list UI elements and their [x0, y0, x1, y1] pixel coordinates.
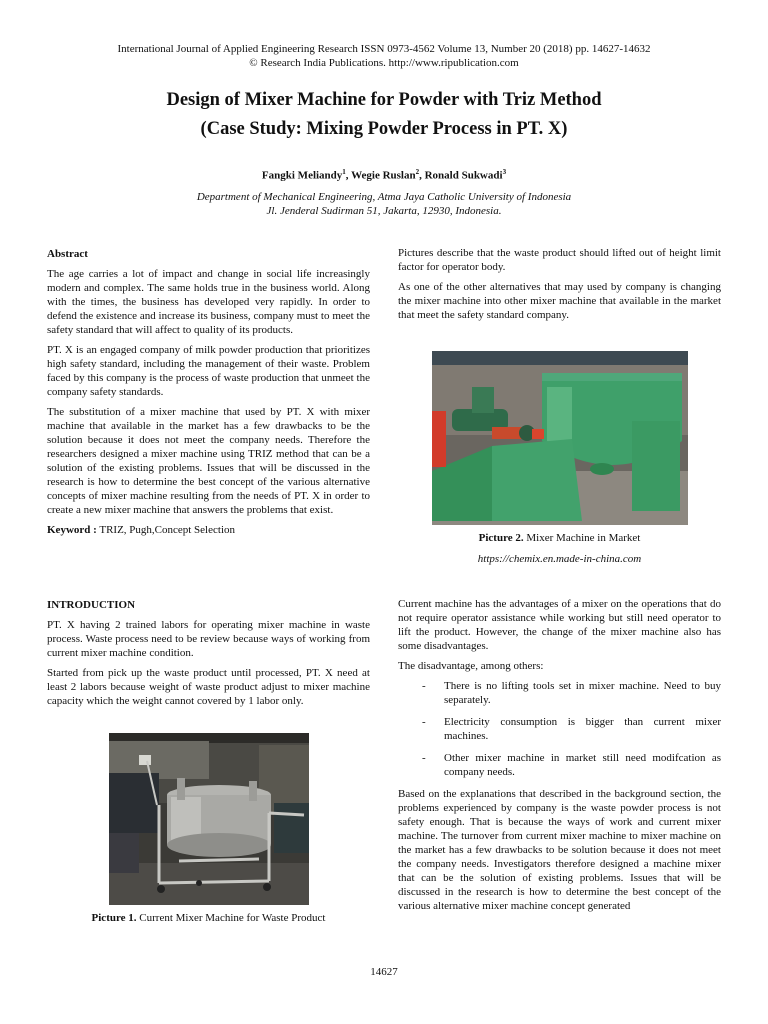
figure-caption — [398, 532, 721, 544]
abstract-heading: Abstract — [47, 248, 88, 260]
address-line: Jl. Jenderal Sudirman 51, Jakarta, 12930, Indonesia. — [266, 205, 502, 217]
author-name: Fangki Meliandy — [261, 169, 343, 182]
body-paragraph: As one of the other alternatives that may used by company is changing the mixer machine into other mixer machine that available in the market that meet the safety standard company. — [398, 281, 721, 321]
affiliation-line: Department of Mechanical Engineering, Atma Jaya Catholic University of Indonesia — [196, 191, 572, 203]
keyword-text: TRIZ, Pugh,Concept Selection — [96, 524, 235, 536]
figure-caption — [47, 912, 370, 924]
figure-caption-text: Mixer Machine in Market — [523, 532, 641, 544]
author-name: Wegie Ruslan — [351, 169, 416, 182]
keywords — [47, 523, 370, 537]
paper-subtitle: (Case Study: Mixing Powder Process in PT. X) — [200, 119, 568, 139]
intro-paragraph: PT. X having 2 trained labors for operating mixer machine in waste process. Waste process need to be review because ways of working from current mixer machine condition. — [47, 619, 370, 659]
figure-market-mixer — [432, 351, 688, 525]
body-paragraph: The disadvantage, among others: — [398, 660, 544, 672]
current-mixer-photo — [109, 733, 309, 905]
right-column-bottom — [398, 597, 721, 919]
figure-source: https://chemix.en.made-in-china.com — [477, 553, 642, 565]
body-paragraph: Current machine has the advantages of a mixer on the operations that do not require operator assistance while working but still need operator to lift the product. However, the change of the mixer machine also has some disadvantages. — [398, 598, 721, 652]
abstract-section — [47, 247, 370, 543]
author-affil-mark: 1 — [342, 168, 346, 176]
body-paragraph: Based on the explanations that described in the background section, the problems experienced by company is the waste powder process is not safety enough. That is because the ways of work and current mixer machine. The turnover from current mixer machine to mixer machine on the market has a few drawbacks to be solution because it does not meet the company needs. Investigators therefore designed a machine mixer that can be the solution of existing problems. Issues that will be discussed in the research is how to determine the best concept of the various alternative mixer machine concept generated — [398, 788, 721, 912]
figure-caption-text: Current Mixer Machine for Waste Product — [136, 912, 326, 924]
list-item — [398, 715, 721, 743]
intro-paragraph: Started from pick up the waste product until processed, PT. X need at least 2 labors because weight of waste product adjust to mixer machine capacity which the weight cannot covered by 1 labor only. — [47, 667, 370, 707]
introduction-section — [47, 598, 370, 714]
figure-label: Picture 2. — [478, 532, 524, 544]
right-column-top — [398, 246, 721, 328]
body-paragraph: Pictures describe that the waste product should lifted out of height limit factor for operator body. — [398, 247, 721, 273]
paper-title: Design of Mixer Machine for Powder with Triz Method — [166, 90, 602, 110]
author-separator: , — [419, 169, 425, 182]
figure-label: Picture 1. — [91, 912, 137, 924]
author-affil-mark: 3 — [502, 168, 507, 176]
list-item-text: Electricity consumption is bigger than current mixer machines. — [444, 716, 721, 742]
list-item-text: There is no lifting tools set in mixer machine. Need to buy separately. — [444, 680, 721, 706]
disadvantage-list — [398, 679, 721, 779]
keyword-label: Keyword : — [47, 524, 97, 536]
abstract-paragraph: PT. X is an engaged company of milk powder production that prioritizes high safety standard, including the management of their waste. Problem faced by this company is the process of waste production that unmeet the company safety standards. — [47, 344, 370, 398]
page-number: 14627 — [370, 966, 398, 978]
list-item-text: Other mixer machine in market still need modifcation as company needs. — [444, 752, 721, 778]
introduction-heading: INTRODUCTION — [47, 599, 136, 611]
journal-header: International Journal of Applied Engineering Research ISSN 0973-4562 Volume 13, Number 20 (2018) pp. 14627-14632 — [117, 43, 651, 55]
author-separator: , — [345, 169, 352, 182]
list-bullet: - — [422, 680, 426, 692]
figure-current-mixer — [109, 733, 309, 905]
list-bullet: - — [422, 752, 426, 764]
market-mixer-photo — [432, 351, 688, 525]
list-item — [398, 751, 721, 779]
abstract-paragraph: The substitution of a mixer machine that used by PT. X with mixer machine that available in the market has a few drawbacks to be the solution because it does not meet the company needs. Therefore the researchers designed a mixer machine using TRIZ method that can be a solution of the existing problems. Issues that will be discussed in the research is how to determine the best concept of the various alternative concepts of mixer machine resulting from the needs of PT. X in order to create a new mixer machine that answers the problems that exist. — [47, 406, 370, 516]
author-list — [0, 168, 768, 182]
author-name: Ronald Sukwadi — [424, 169, 503, 182]
list-item — [398, 679, 721, 707]
abstract-paragraph: The age carries a lot of impact and change in social life increasingly modern and complex. The same holds true in the business world. Along with the times, the business has developed very rapidly. In order to defend the existence and increase its business, company must to meet the safety standard that will affect to quality of its products. — [47, 268, 370, 336]
list-bullet: - — [422, 716, 426, 728]
author-affil-mark: 2 — [415, 168, 420, 176]
publisher-line: © Research India Publications. http://www.ripublication.com — [249, 57, 519, 69]
